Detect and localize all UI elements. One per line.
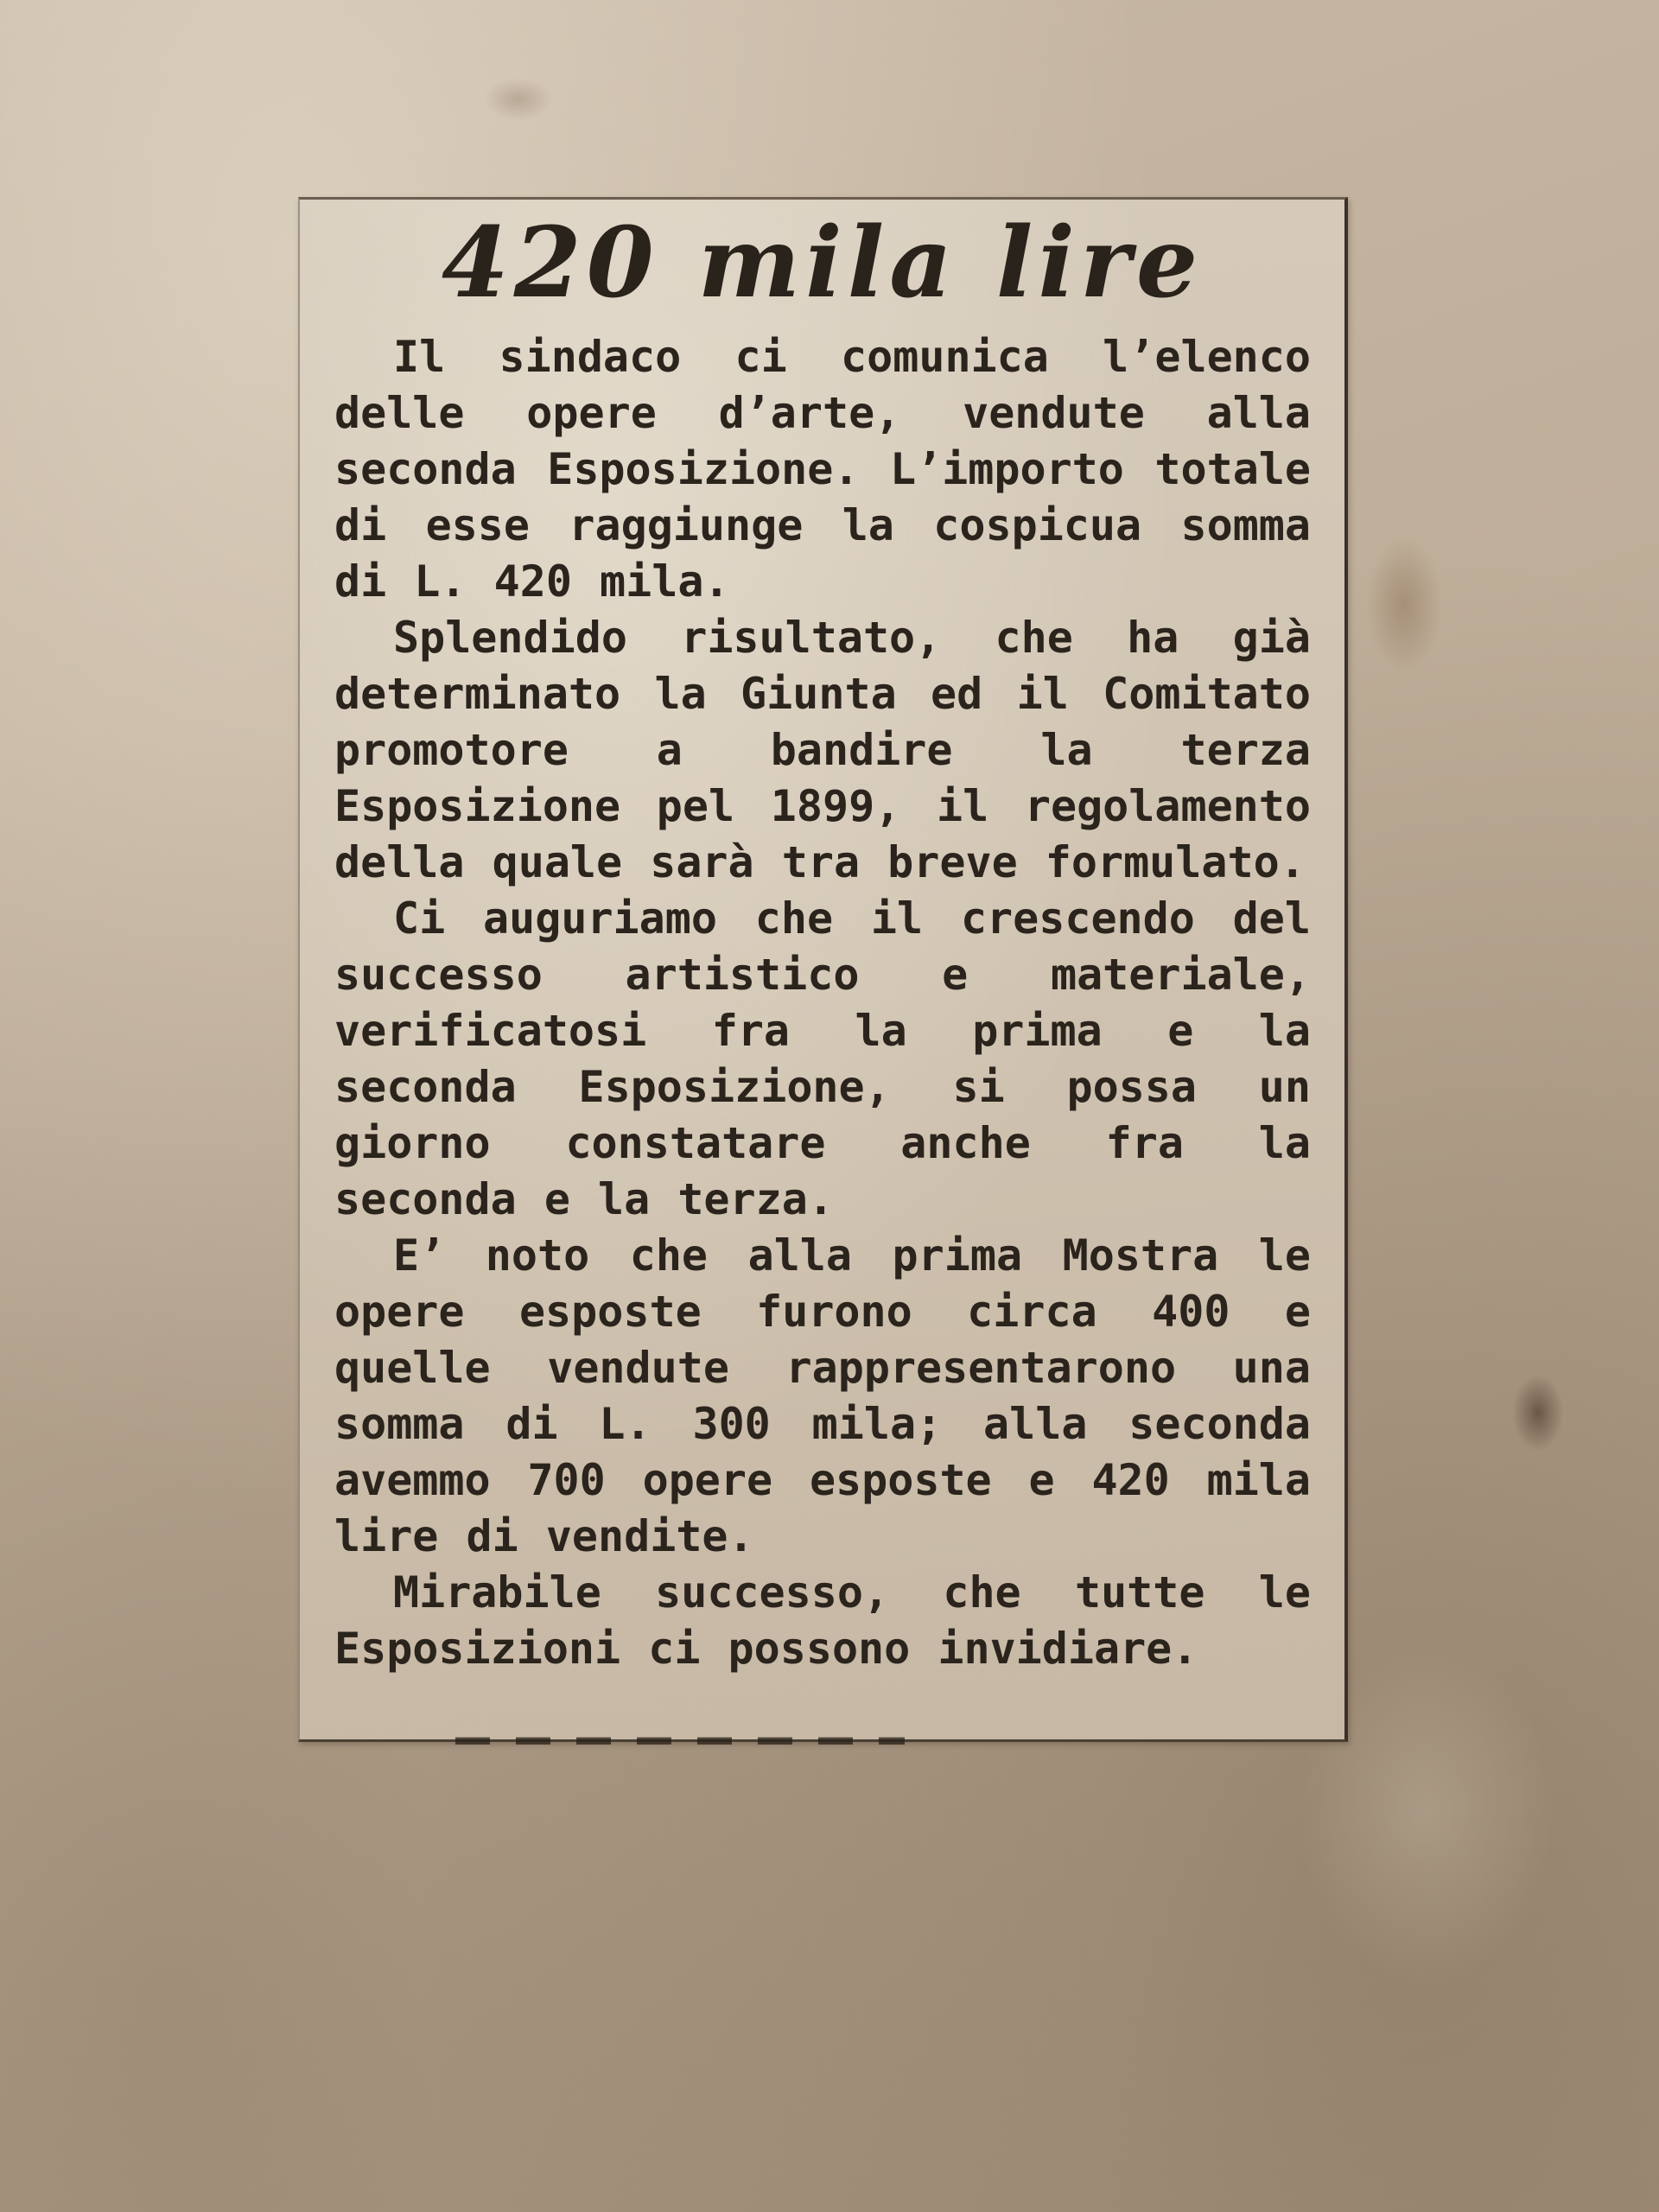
article-headline: 420 mila lire — [441, 207, 1204, 320]
article-paragraph: Splendido risultato, che ha già determinato la Giunta ed il Comitato promotore a bandire la terza Esposizione pel 1899, il regolamento della quale sarà tra breve formulato. — [334, 613, 1311, 887]
article-paragraph: E’ noto che alla prima Mostra le opere esposte furono circa 400 e quelle vendute rappresentarono una somma di L. 300 mila; alla seconda avemmo 700 opere esposte e 420 mila lire di vendite. — [334, 1230, 1311, 1561]
article-paragraph: Ci auguriamo che il crescendo del successo artistico e materiale, verificatosi fra la prima e la seconda Esposizione, si possa un giorno constatare anche fra la seconda e la terza. — [334, 893, 1311, 1224]
cut-off-next-line — [455, 1732, 905, 1745]
article-body — [334, 329, 1311, 1677]
paper-stain — [1512, 1374, 1564, 1452]
paper-stain — [1365, 536, 1443, 674]
newspaper-clipping — [298, 197, 1348, 1742]
paper-stain — [484, 78, 553, 121]
article-paragraph: Il sindaco ci comunica l’elenco delle opere d’arte, vendute alla seconda Esposizione. L’importo totale di esse raggiunge la cospicua somma di L. 420 mila. — [334, 332, 1311, 607]
article-paragraph: Mirabile successo, che tutte le Esposizioni ci possono invidiare. — [334, 1567, 1311, 1674]
